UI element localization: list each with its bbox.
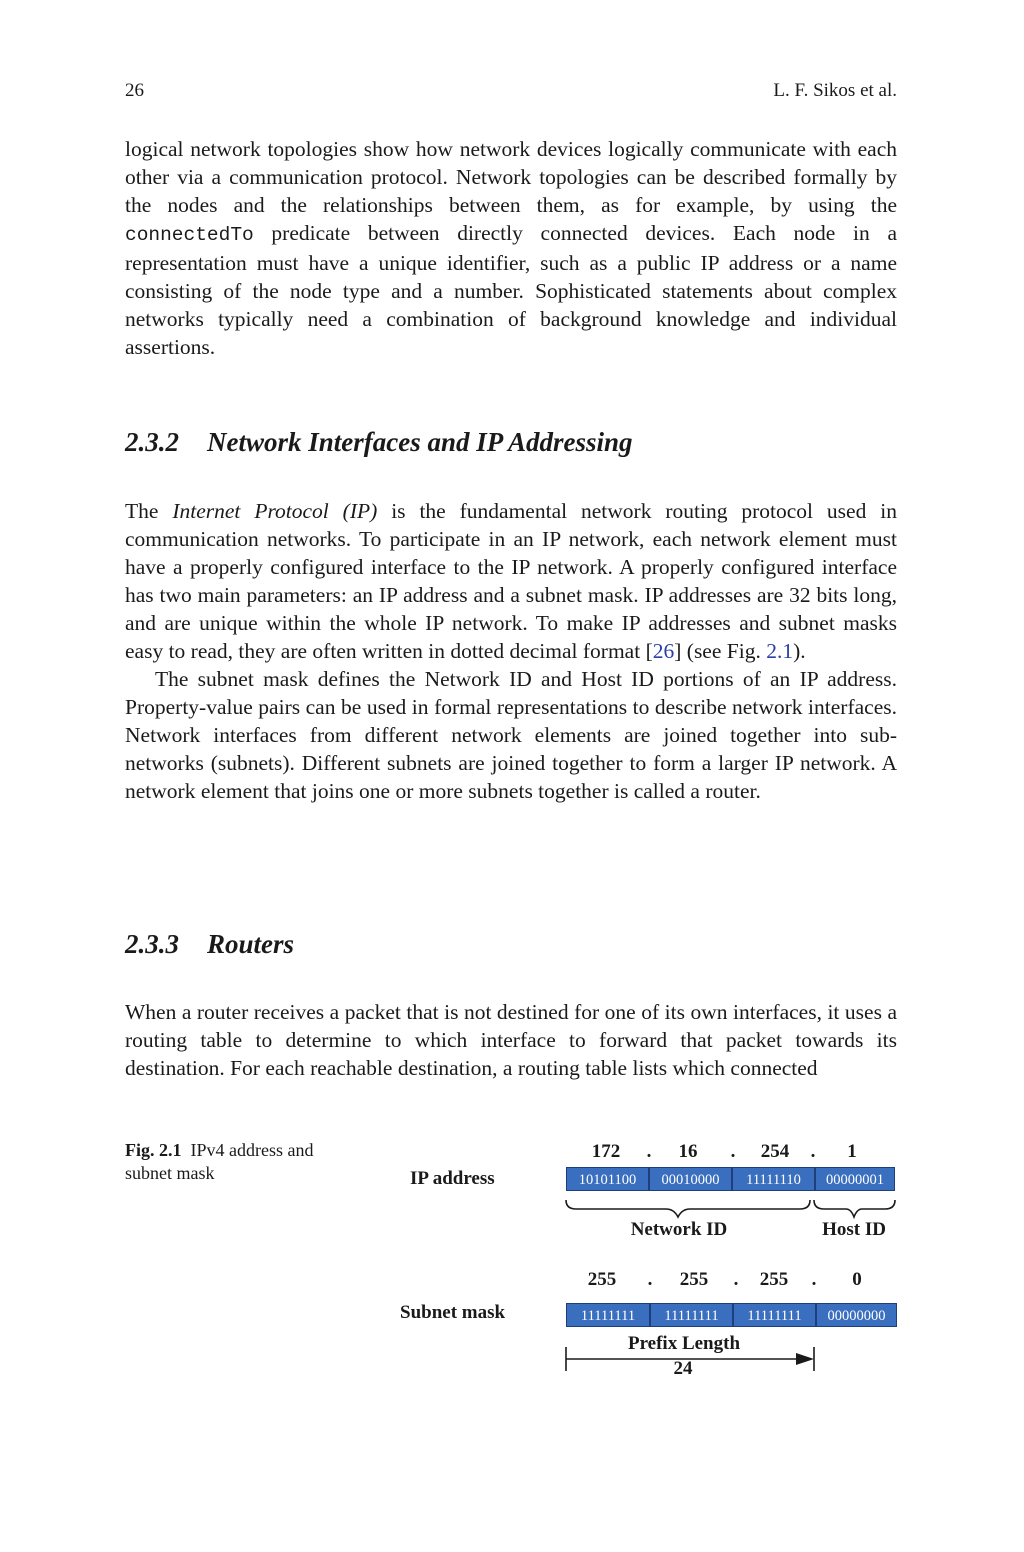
paragraph-topologies [125,135,897,361]
section-title: Network Interfaces and IP Addressing [207,427,633,457]
figure-caption [125,1139,355,1185]
ip-octet-1-decimal: 172 [591,1141,621,1162]
paragraph-subnet-mask: The subnet mask defines the Network ID and Host ID portions of an IP address. Property-value pairs can be used in formal representations to describe network interfaces. Network interfaces from different network elements are joined together into sub-networks (subnets). Different subnets are joined together to form a larger IP network. A network element that joins one or more subnets together is called a router. [125,667,897,803]
mask-dot: . [811,1269,817,1290]
mask-octet-1-binary: 11111111 [566,1303,650,1327]
citation-link[interactable]: 26 [652,639,675,663]
mask-octet-3-binary: 11111111 [733,1303,816,1327]
ip-dot: . [730,1141,736,1162]
ipv4-figure [390,1135,910,1395]
ip-octet-4-decimal: 1 [847,1141,857,1162]
section-heading-2-3-3 [125,929,294,960]
code-connectedto: connectedTo [125,224,254,246]
prefix-length-label: Prefix Length [627,1333,741,1354]
figure-ref-link[interactable]: 2.1 [766,639,794,663]
mask-dot: . [647,1269,653,1290]
section-number: 2.3.2 [125,427,179,457]
mask-octet-2-binary: 11111111 [650,1303,733,1327]
section-number: 2.3.3 [125,929,179,959]
running-author: L. F. Sikos et al. [773,80,897,101]
ip-address-label: IP address [410,1168,495,1189]
subnet-mask-label: Subnet mask [400,1302,506,1323]
mask-octet-4-binary: 00000000 [816,1303,897,1327]
ip-octet-3-decimal: 254 [760,1141,790,1162]
mask-octet-1-decimal: 255 [587,1269,617,1290]
mask-octet-2-decimal: 255 [679,1269,709,1290]
para1-text-end: predicate between directly connected devices. Each node in a representation must have a unique identifier, such as a public IP address or a name consisting of the node type and a number. Sophisticated statements about complex networks typically need a combination of background knowledge and individual assertions. [125,221,897,359]
host-id-label: Host ID [822,1219,886,1240]
ip-octet-2-decimal: 16 [678,1141,698,1162]
prefix-arrowhead [796,1353,814,1365]
running-head [125,80,897,106]
para1-text-start: logical network topologies show how network devices logically communicate with each other via a communication protocol. Network topologies can be described formally by the nodes and the relationships between them, as for example, by using the [125,137,897,217]
ip-octet-3-binary: 11111110 [732,1167,815,1191]
ip-octet-2-binary: 00010000 [649,1167,732,1191]
ip-dot: . [810,1141,816,1162]
page-number: 26 [125,80,144,101]
figure-label: Fig. 2.1 [125,1140,182,1160]
paragraph-ip: The Internet Protocol (IP) is the fundamental network routing protocol used in communication networks. To participate in an IP network, each network element must have a properly configured interface to the IP network. A properly configured interface has two main parameters: an IP address and a subnet mask. IP addresses are 32 bits long, and are unique within the whole IP network. To make IP addresses and subnet masks easy to read, they are often written in dotted decimal format [26] (see Fig. 2.1). [125,499,897,663]
section-2-3-2-body [125,497,897,805]
network-id-brace [566,1200,810,1217]
mask-octet-4-decimal: 0 [852,1269,862,1290]
section-title: Routers [207,929,295,959]
ip-octet-1-binary: 10101100 [566,1167,649,1191]
ip-dot: . [646,1141,652,1162]
section-2-3-3-body [125,998,897,1082]
paragraph-routers: When a router receives a packet that is not destined for one of its own interfaces, it uses a routing table to determine to which interface to forward that packet towards its destination. For each reachable destination, a routing table lists which connected [125,1000,897,1080]
mask-dot: . [733,1269,739,1290]
ip-octet-4-binary: 00000001 [815,1167,895,1191]
section-heading-2-3-2 [125,427,633,458]
network-id-label: Network ID [630,1219,728,1240]
term-internet-protocol: Internet Protocol (IP) [172,499,378,523]
host-id-brace [814,1200,895,1217]
mask-octet-3-decimal: 255 [759,1269,789,1290]
figure-caption-text: IPv4 address and subnet mask [125,1140,314,1183]
prefix-length-value: 24 [673,1358,693,1379]
